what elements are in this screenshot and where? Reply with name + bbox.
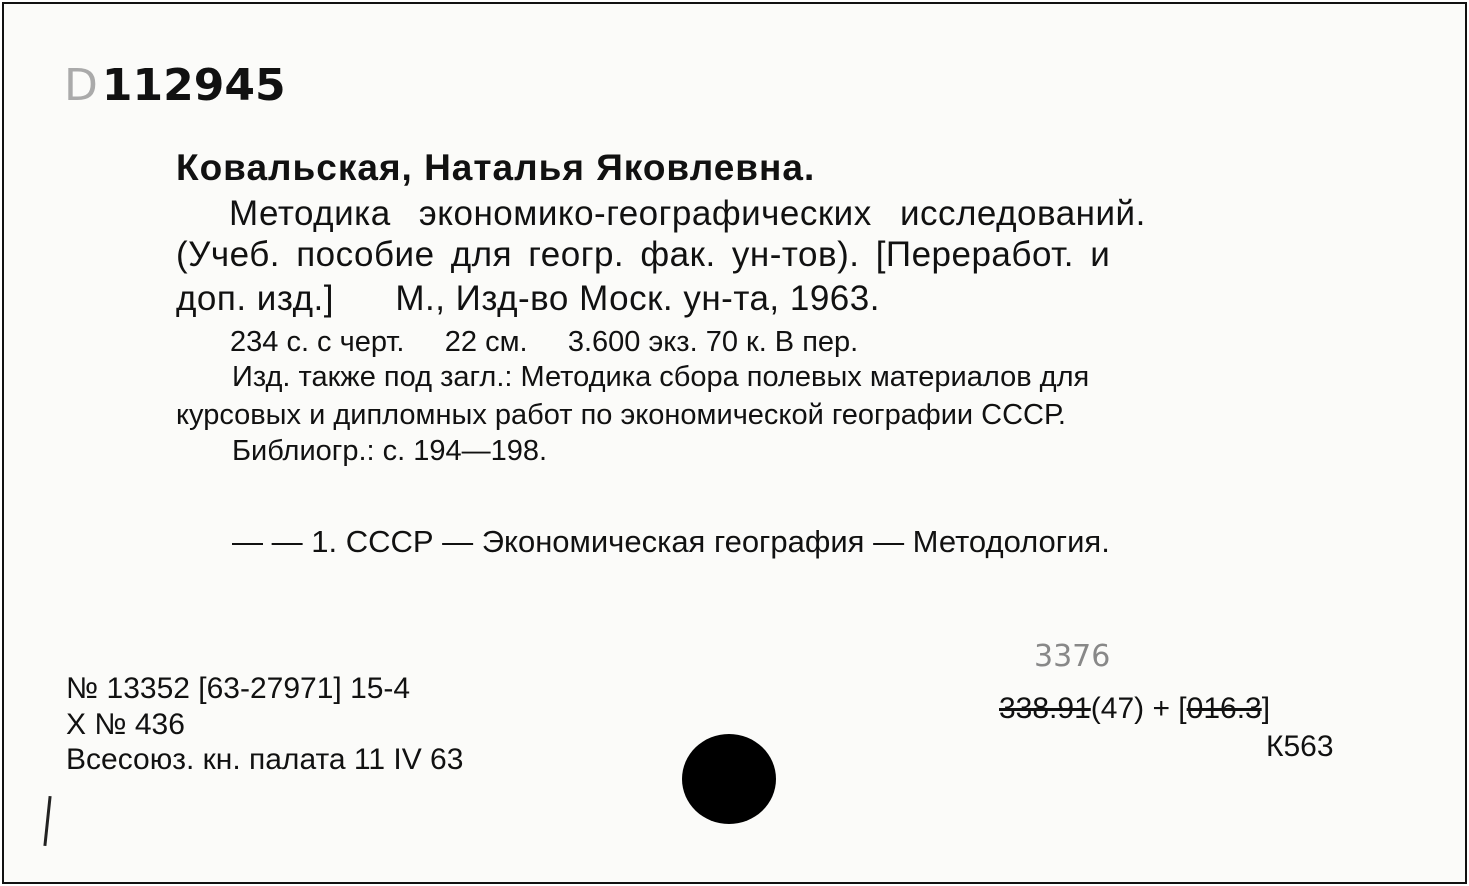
author-sign: К563 [1266,730,1334,763]
title-line-3: доп. изд.] М., Изд-во Моск. ун-та, 1963. [176,279,880,318]
footer-record-number: № 13352 [63-27971] 15-4 [66,672,411,705]
subject-heading: — — 1. СССР — Экономическая география — Методология. [232,524,1110,559]
physical-description: 234 с. с черт. 22 см. 3.600 экз. 70 к. В пер. [230,326,859,358]
title-line-1: Методика экономико-географических исследований. [229,194,1146,233]
stamp-number: 112945 [101,60,286,111]
class-struck: 016.3 [1186,692,1262,725]
class-end: ] [1261,692,1271,725]
stamp-prefix: D [64,60,98,111]
class-rest: (47) + [ [1090,692,1187,725]
catalog-card [2,2,1467,884]
author-heading: Ковальская, Наталья Яковлевна. [176,147,816,188]
pencil-stroke [43,796,51,846]
class-main: 338.91 [999,692,1091,725]
note-line-1: Изд. также под загл.: Методика сбора полевых материалов для [232,361,1090,393]
punch-hole [682,734,776,824]
classification-index [999,694,1270,724]
pencil-mark: 3376 [1034,639,1111,674]
title-line-2: (Учеб. пособие для геогр. фак. ун-тов). [Переработ. и [176,235,1111,274]
inventory-stamp [64,60,286,111]
footer-chamber-date: Всесоюз. кн. палата 11 IV 63 [66,743,464,776]
note-line-2: курсовых и дипломных работ по экономической географии СССР. [176,399,1066,431]
bibliography-note: Библиогр.: с. 194—198. [232,435,548,467]
footer-x-number: Х № 436 [66,708,185,741]
